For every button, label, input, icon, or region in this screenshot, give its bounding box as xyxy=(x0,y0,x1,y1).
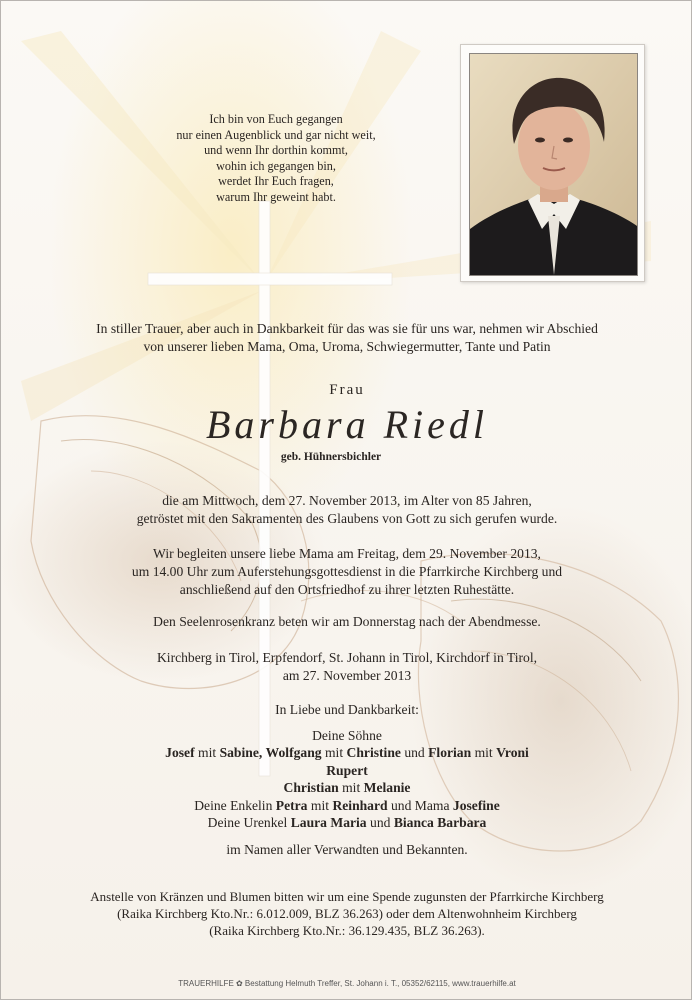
family-heading: In Liebe und Dankbarkeit: xyxy=(275,702,419,717)
poem-line: Ich bin von Euch gegangen xyxy=(209,112,343,126)
connector: mit xyxy=(198,745,217,760)
great-grandchild-name: Laura Maria xyxy=(290,815,367,830)
sons-line xyxy=(41,779,653,797)
birth-name: geb. Hühnersbichler xyxy=(280,451,382,463)
poem-line: warum Ihr geweint habt. xyxy=(216,189,336,204)
portrait-image xyxy=(470,54,637,275)
great-grandchild-name: Bianca Barbara xyxy=(393,815,487,830)
connector: und xyxy=(404,745,425,760)
intro-line: In stiller Trauer, aber auch in Dankbarkeit für das was sie für uns war, nehmen wir Abschied xyxy=(96,321,598,336)
poem-line: wohin ich gegangen bin, xyxy=(216,158,336,173)
death-line: getröstet mit den Sakramenten des Glaubens von Gott zu sich gerufen wurde. xyxy=(136,511,558,526)
connector: mit xyxy=(310,797,330,813)
place-date xyxy=(41,649,653,685)
partner-name: Sabine xyxy=(219,745,259,760)
son-name: Christian xyxy=(283,780,339,795)
connector: mit xyxy=(474,745,493,760)
portrait-frame xyxy=(460,44,645,282)
partner-name: Reinhard xyxy=(332,797,388,813)
connector: mit xyxy=(324,745,344,760)
death-notice xyxy=(41,492,653,528)
salutation: Frau xyxy=(329,382,365,398)
death-line: die am Mittwoch, dem 27. November 2013, im Alter von 85 Jahren, xyxy=(162,493,532,508)
deceased-name: Barbara Riedl xyxy=(206,402,488,447)
place-line: Kirchberg in Tirol, Erpfendorf, St. Johann in Tirol, Kirchdorf in Tirol, xyxy=(156,650,537,665)
family-closing: im Namen aller Verwandten und Bekannten. xyxy=(226,841,468,857)
intro-text xyxy=(41,320,653,356)
great-grandchildren-line xyxy=(41,814,653,832)
partner-name: Melanie xyxy=(363,780,411,795)
funeral-line: anschließend auf den Ortsfriedhof zu ihrer letzten Ruhestätte. xyxy=(179,582,515,597)
partner-name: Christine xyxy=(346,745,401,760)
son-name: Josef xyxy=(165,745,195,760)
connector: mit xyxy=(342,780,361,795)
mother-name: Josefine xyxy=(452,797,500,813)
funeral-line: Wir begleiten unsere liebe Mama am Freitag, dem 29. November 2013, xyxy=(153,546,541,561)
funeral-line: um 14.00 Uhr zum Auferstehungsgottesdienst in die Pfarrkirche Kirchberg und xyxy=(131,564,563,579)
connector: und xyxy=(370,815,391,830)
partner-name: Vroni xyxy=(496,745,529,760)
portrait-photo xyxy=(469,53,638,276)
son-name: Wolfgang xyxy=(265,745,322,760)
son-name: Florian xyxy=(428,745,472,760)
funeral-notice xyxy=(41,545,653,599)
footer-imprint: TRAUERHILFE ✿ Bestattung Helmuth Treffer, St. Johann i. T., 05352/62115, www.trauerhilfe.at xyxy=(178,979,516,988)
sons-line: Josef mit Sabine, Wolfgang mit Christine und Florian mit Vroni xyxy=(165,745,529,760)
poem-line: und wenn Ihr dorthin kommt, xyxy=(204,143,348,158)
sons-line xyxy=(41,762,653,780)
donation-line: Anstelle von Kränzen und Blumen bitten wir um eine Spende zugunsten der Pfarrkirche Kirchberg xyxy=(90,889,604,904)
family-section xyxy=(41,701,653,858)
grandchild-name: Petra xyxy=(275,797,308,813)
rosary-notice: Den Seelenrosenkranz beten wir am Donnerstag nach der Abendmesse. xyxy=(153,614,541,629)
poem xyxy=(131,112,421,206)
poem-line: nur einen Augenblick und gar nicht weit, xyxy=(176,127,376,142)
sons-heading: Deine Söhne xyxy=(312,727,382,743)
great-grandchildren-label: Deine Urenkel xyxy=(207,815,288,830)
connector: und Mama xyxy=(390,797,450,813)
grandchildren-line xyxy=(41,797,653,815)
donation-line: (Raika Kirchberg Kto.Nr.: 6.012.009, BLZ 36.263) oder dem Altenwohnheim Kirchberg xyxy=(117,906,577,921)
grandchildren-label: Deine Enkelin xyxy=(194,797,273,813)
donation-notice xyxy=(41,888,653,939)
poem-line: werdet Ihr Euch fragen, xyxy=(218,174,334,189)
donation-line: (Raika Kirchberg Kto.Nr.: 36.129.435, BLZ 36.263). xyxy=(209,923,485,938)
intro-line: von unserer lieben Mama, Oma, Uroma, Schwiegermutter, Tante und Patin xyxy=(143,339,551,354)
son-name: Rupert xyxy=(326,762,368,778)
date-line: am 27. November 2013 xyxy=(282,668,412,683)
